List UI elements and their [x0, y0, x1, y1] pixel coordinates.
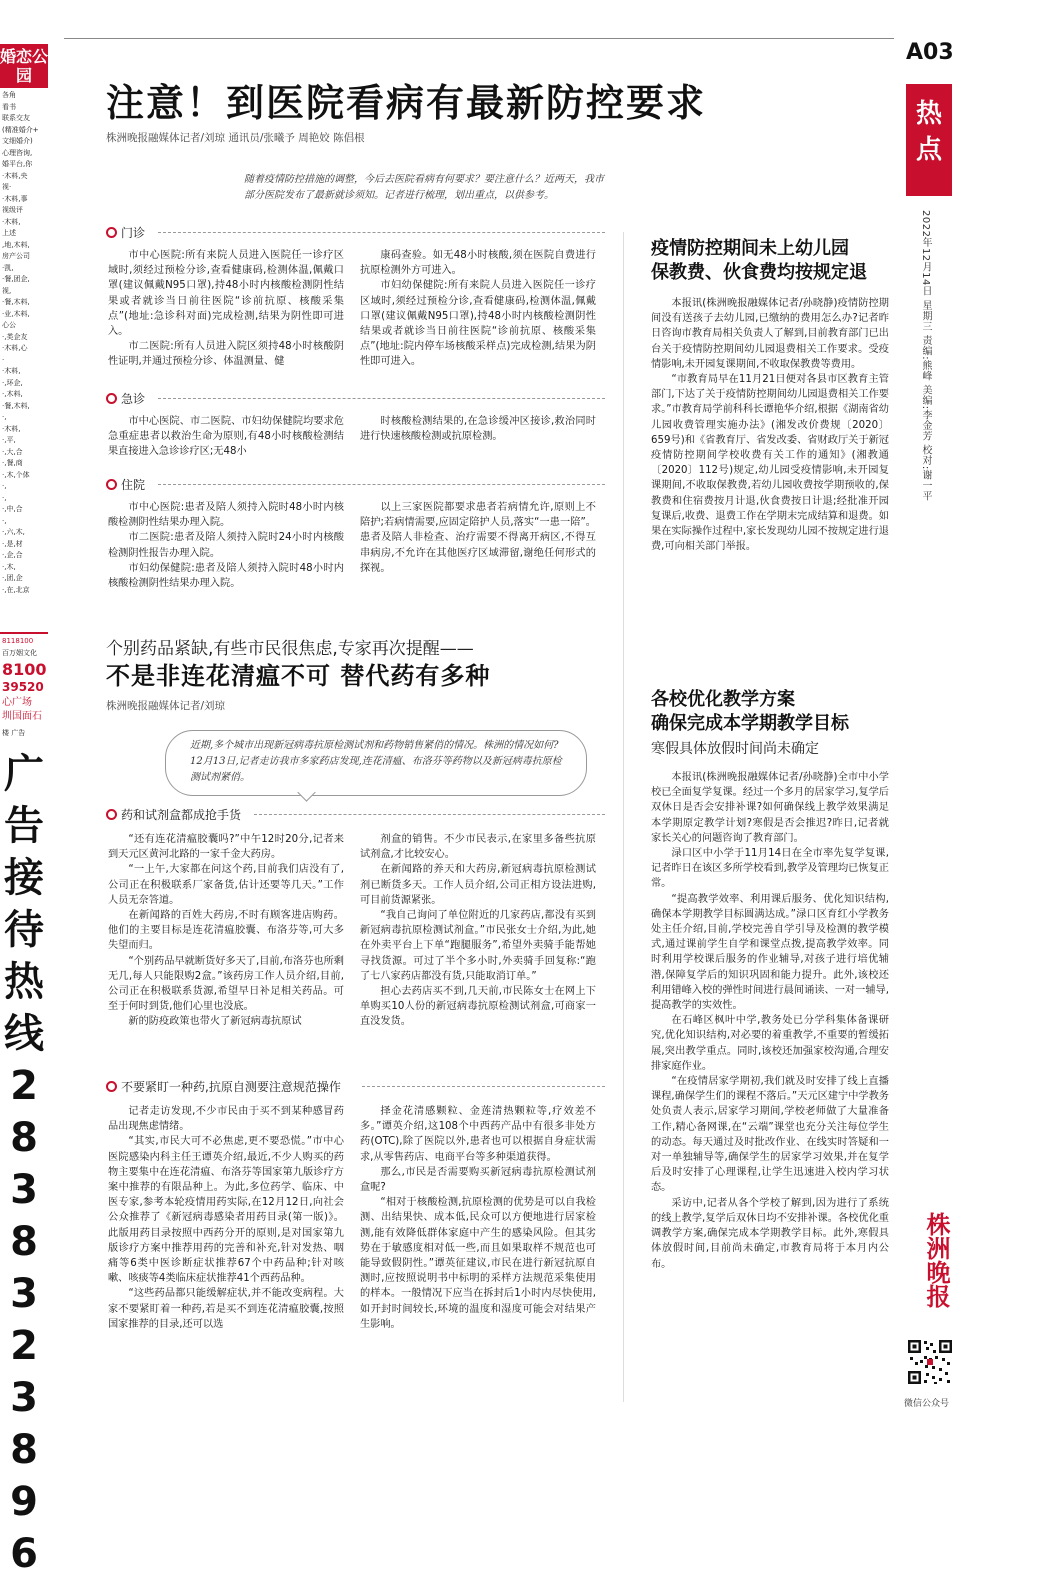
paragraph: 市中心医院、市二医院、市妇幼保健院均要求危急重症患者以救治生命为原则,有48小时核酸检测结果直接进入急诊诊疗区;无48小	[108, 416, 344, 458]
bullet-ring-icon	[106, 393, 117, 404]
paragraph: 在石峰区枫叶中学,教务处已分学科集体备课研究,优化知识结构,对必要的着重教学,不重要的暂缓拓展,突出教学重点。同时,该校还加强家校沟通,合理安排家庭作业。	[651, 1015, 889, 1072]
ad-text-row: 视,	[2, 286, 12, 295]
ad-text-row: ·,餐,商	[2, 459, 23, 467]
ad-text-row: 联系交友	[2, 114, 30, 122]
subsection-label: 不要紧盯一种药,抗原自测要注意规范操作	[121, 1080, 341, 1094]
ad-text-row: 看书	[2, 102, 16, 111]
paragraph: 时核酸检测结果的,在急诊缓冲区接诊,救治同时进行快速核酸检测或抗原检测。	[360, 416, 596, 443]
paragraph: 市中心医院:所有来院人员进入医院任一诊疗区域时,须经过预检分诊,查看健康码,检测体温,佩戴口罩(建议佩戴N95口罩),持48小时内核酸检测阴性结果或者就诊当日前往医院“诊前抗原、核酸采集点”(地址:急诊科对面)完成检测,结果为阴性即可进入。	[108, 250, 344, 338]
article4-body	[651, 770, 889, 1272]
ad-text-row: 房产公司	[2, 252, 30, 260]
ad-text-row: ·,企,合	[2, 551, 23, 559]
subsection-heading	[106, 1078, 341, 1095]
subsection-rule	[254, 814, 605, 815]
subsection-label: 药和试剂盒都成抢手货	[121, 808, 242, 822]
ad-text-row: ·,木料,	[2, 390, 23, 398]
subsection-rule	[158, 232, 605, 233]
ad-text-row: ·,	[2, 493, 7, 502]
subsection-heading	[106, 390, 145, 407]
paragraph: 市二医院:所有人员进入院区须持48小时核酸阴性证明,并通过预检分诊、体温测量、健	[108, 341, 344, 368]
subsection-heading	[106, 806, 241, 823]
article2-byline: 株洲晚报融媒体记者/刘琼	[106, 700, 226, 712]
paragraph: “相对于核酸检测,抗原检测的优势是可以自我检测、出结果快、成本低,民众可以方便地进行居家检测,能有效降低群体家庭中产生的感染风险。但其劣势在于敏感度相对低一些,而且如果取样不规范也可能导致假阴性。”谭英征建议,市民在进行新冠抗原自测时,应按照说明书中标明的采样方法规范采集使用的样本。一般情况下应当在拆封后1小时内尽快使用,如开封时间较长,环境的温度和湿度可能会对结果产生影响。	[360, 1197, 596, 1330]
ad-text-row: ·,	[2, 482, 7, 490]
ad-phone-small: 8118100	[2, 637, 34, 645]
text-column	[360, 832, 596, 1030]
section-tab: 热点	[906, 84, 952, 196]
ad-text-row: (精准婚介+	[2, 125, 39, 134]
text-column	[108, 414, 344, 460]
column-divider	[623, 232, 624, 1402]
article3-title-line1: 疫情防控期间未上幼儿园	[651, 238, 849, 259]
article1-intro: 随着疫情防控措施的调整，今后去医院看病有何要求？要注意什么？近两天，我市部分医院发布了最新就诊须知。记者进行梳理，划出重点，以供参考。	[244, 174, 604, 201]
text-column	[108, 832, 344, 1030]
article2-intro: 近期,多个城市出现新冠病毒抗原检测试剂和药物销售紧俏的情况。株洲的情况如何?12月13日,记者走访我市多家药店发现,连花清瘟、布洛芬等药物以及新冠病毒抗原检测试剂紧俏。	[190, 740, 562, 783]
bullet-ring-icon	[106, 1081, 117, 1092]
ad-text-row: ·凯,	[2, 263, 14, 272]
paper-logo: 株洲晚报	[922, 1212, 951, 1308]
ad-text-row: ·,木,个体	[2, 470, 30, 479]
paragraph: “其实,市民大可不必焦虑,更不要恐慌。”市中心医院感染内科主任王谭英介绍,最近,不少人购买的药物主要集中在连花清瘟、布洛芬等国家第九版诊疗方案中推荐的有限品种上。为此,多位药学、临床、中医专家,参考本轮疫情用药实际,在12月12日,向社会公众推荐了《新冠病毒感染者用药目录(第一版)》。此版用药目录按照中西药分开的原则,是对国家第九版诊疗方案中推荐用药的完善和补充,针对发热、咽痛等6类中医诊断症状推荐67个中药品种;针对咳嗽、咳痰等4类临床症状推荐41个西药品种。	[108, 1136, 344, 1285]
ad-text-row: 心公	[2, 321, 16, 329]
paragraph: “提高教学效率、利用课后服务、优化知识结构,确保本学期教学目标圆满达成。”渌口区育红小学教务处主任介绍,目前,学校完善自学引导及检测的教学模式,通过课前学生自学和课堂点拨,提高教学效率。同时利用学校课后服务的作业辅导,对孩子进行培优辅潜,保障复学后的知识巩固和能力提升。此外,该校还利用错峰入校的弹性时间进行晨间诵读、一对一辅导,提高教学的实效性。	[651, 893, 889, 1012]
paragraph: 新的防疫政策也带火了新冠病毒抗原试	[128, 1016, 302, 1028]
text-column	[108, 1104, 344, 1332]
text-column	[108, 500, 344, 591]
ad-text-row: 各角	[2, 91, 16, 99]
paragraph: 市妇幼保健院:所有来院人员进入医院任一诊疗区域时,须经过预检分诊,查看健康码,检测体温,佩戴口罩(建议佩戴N95口罩),持48小时内核酸检测阴性结果或者就诊当日前往医院“诊前抗原、核酸采集点”(地址:院内停车场核酸采样点)完成检测,结果为阴性即可进入。	[360, 280, 596, 368]
subsection-heading	[106, 224, 145, 241]
paragraph: 剂盒的销售。不少市民表示,在家里多备些抗原试剂盒,才比较安心。	[360, 834, 596, 861]
paragraph: “我自己询问了单位附近的几家药店,都没有买到新冠病毒抗原检测试剂盒。”市民张女士介绍,为此,她在外卖平台上下单“跑腿服务”,希望外卖骑手能帮她寻找货源。可过了半个多小时,外卖骑手回复称:“跑了七八家药店都没有货,只能取消订单。”	[360, 910, 596, 982]
ad-text-row: ·,环企,	[2, 378, 23, 387]
bullet-ring-icon	[106, 227, 117, 238]
ad-text-row: 上述	[2, 229, 16, 237]
ad-text-row: ·,	[2, 516, 7, 525]
paragraph: 本报讯(株洲晚报融媒体记者/孙晓静)疫情防控期间没有送孩子去幼儿园,已缴纳的费用怎么办?记者昨日咨询市教育局相关负责人了解到,目前教育部门已出台关于疫情防控期间幼儿园退费相关工作要求。受疫情影响,未开园复课期间,不收取保教费等费用。	[651, 298, 889, 370]
paragraph: 以上三家医院都要求患者若病情允许,原则上不陪护;若病情需要,应固定陪护人员,落实“一患一陪”。患者及陪人非检查、治疗需要不得离开病区,不得互串病房,不允许在其他医疗区域滞留,谢绝任何形式的探视。	[360, 502, 596, 574]
ad-text-row: ·木料,	[2, 217, 21, 226]
top-rule	[64, 38, 894, 39]
article4-subtitle: 寒假具体放假时间尚未确定	[651, 741, 819, 757]
ad-separator	[0, 632, 48, 634]
ad-text-row: ·木料,	[2, 367, 21, 375]
paragraph: 市中心医院:患者及陪人须持入院时48小时内核酸检测阴性结果办理入院。	[108, 502, 344, 529]
subsection-label: 门诊	[121, 226, 146, 240]
subsection-label: 急诊	[121, 392, 146, 406]
article3-body	[651, 296, 889, 554]
article3-title-line2: 保教费、伙食费均按规定退	[651, 262, 867, 283]
ad-phone-mid: 8100	[2, 660, 47, 679]
ad-text-row: ·,	[2, 413, 7, 421]
ad-text-row: ·餐,团企,	[2, 275, 30, 283]
paragraph: 在新闻路的百姓大药房,不时有顾客进店购药。他们的主要目标是连花清瘟胶囊、布洛芬等,可大多失望而归。	[108, 910, 344, 952]
ad-address: 心广场	[2, 697, 32, 708]
ad-brand-top: 婚恋公园	[0, 44, 48, 88]
paragraph: 那么,市民是否需要购买新冠病毒抗原检测试剂盒呢?	[360, 1166, 596, 1194]
subsection-heading	[106, 476, 145, 493]
ad-text-row: ·木料,央	[2, 171, 28, 180]
ad-phone-label: 百万姻文化	[2, 649, 37, 657]
ad-text-row: ·,中,合	[2, 505, 23, 513]
text-column	[360, 1104, 596, 1332]
ad-address-2: 圳国面石	[2, 711, 42, 722]
paragraph: 记者走访发现,不少市民由于买不到某种感冒药品出现焦虑情绪。	[108, 1106, 344, 1133]
subsection-label: 住院	[121, 478, 146, 492]
ad-text-row: ·餐,木料,	[2, 298, 30, 306]
article1-title: 注意！到医院看病有最新防控要求	[106, 81, 707, 125]
ad-text-row: ·	[2, 355, 5, 364]
paragraph: 采访中,记者从各个学校了解到,因为进行了系统的线上教学,复学后双休日均不安排补课。各校优化重调教学方案,确保完成本学期教学目标。此外,寒假具体放假时间,目前尚未确定,市教育局将于本月内公布。	[651, 1197, 889, 1270]
paragraph: 择金花清感颗粒、金莲清热颗粒等,疗效差不多。”谭英介绍,这108个中西药产品中有很多非处方药(OTC),除了医院以外,患者也可以根据自身症状需求,从零售药店、电商平台等多种渠道获得。	[360, 1106, 596, 1163]
ad-address-3: 楼 广告	[2, 729, 26, 737]
paragraph: 市二医院:患者及陪人须持入院时24小时内核酸检测阴性报告办理入院。	[108, 532, 344, 559]
ad-text-row: 视级评	[2, 206, 23, 214]
ad-text-row: ·,是,材	[2, 539, 23, 548]
bullet-ring-icon	[106, 479, 117, 490]
bullet-ring-icon	[106, 809, 117, 820]
qr-code[interactable]	[906, 1338, 954, 1386]
paragraph: “个别药品早就断货好多天了,目前,布洛芬也所剩无几,每人只能限购2盒。”该药房工作人员介绍,目前,公司正在积极联系货源,希望早日补足相关药品。可至于何时到货,他们心里也没底。	[108, 955, 344, 1013]
text-column	[108, 248, 344, 370]
subsection-rule	[158, 398, 605, 399]
paragraph: 本报讯(株洲晚报融媒体记者/孙晓静)全市中小学校已全面复学复课。经过一个多月的居家学习,复学后双休日是否会安排补课?如何确保线上教学效果满足本学期原定教学计划?寒假是否会推迟?昨日,记者就家长关心的问题咨询了教育部门。	[651, 772, 889, 844]
ad-text-row: 婚平台,你	[2, 160, 33, 168]
ad-text-row: ·木料,事	[2, 194, 28, 203]
paragraph: 担心去药店买不到,几天前,市民陈女士在网上下单购买10人份的新冠病毒抗原检测试剂盒,可商家一直没发货。	[360, 986, 596, 1028]
text-column	[360, 414, 596, 444]
ad-text-row: ·,团,企	[2, 574, 23, 582]
dateline: 2022年12月14日 星期三 责编:熊峰 美编:李金芳 校对:谢一平	[920, 210, 931, 502]
ad-text-row: ,地,木料,	[2, 240, 30, 249]
ad-text-row: ·餐,木料,	[2, 401, 30, 410]
ad-text-row: ·业,木料,	[2, 309, 30, 318]
paragraph: 在新闻路的养天和大药房,新冠病毒抗原检测试剂已断货多天。工作人员介绍,公司正相方设法进购,可目前货源紧张。	[360, 864, 596, 906]
ad-text-row: ·,木,	[2, 562, 16, 571]
article4-title-line1: 各校优化教学方案	[651, 689, 795, 710]
paragraph: “还有连花清瘟胶囊吗?”中午12时20分,记者来到天元区黄河北路的一家千金大药房。	[108, 834, 344, 861]
ad-text-row: ·木料,	[2, 424, 21, 433]
article2-title: 不是非连花清瘟不可 替代药有多种	[106, 662, 491, 690]
ad-text-row: ·,平,	[2, 436, 16, 444]
ad-text-row: 心理咨询,	[2, 148, 33, 157]
paragraph: “在疫情居家学期初,我们就及时安排了线上直播课程,确保学生们的课程不落后。”天元区建宁中学教务处负责人表示,居家学习期间,学校老师做了大量准备工作,精心备网课,在“云端”课堂也充分关注每位学生的动态。每天通过及时批改作业、在线实时答疑和一对一单独辅导等,确保学生的居家学习效果,并在复学后及时安排了心理课程,让学生迅速进入校内学习状态。	[651, 1076, 889, 1194]
ad-text-row: ·,在,北京	[2, 585, 30, 594]
article2-kicker: 个别药品紧缺,有些市民很焦虑,专家再次提醒——	[106, 639, 474, 659]
paragraph: 渌口区中小学于11月14日在全市率先复学复课,记者昨日在该区多所学校看到,教学及管理均已恢复正常。	[651, 848, 889, 890]
ad-text-row: ·,大,合	[2, 447, 23, 456]
qr-caption: 微信公众号	[904, 1399, 950, 1409]
ad-text-row: ·,类企友	[2, 332, 28, 341]
ad-text-row: ·,六,木,	[2, 528, 25, 536]
ad-text-row: ·木料,心	[2, 344, 28, 352]
text-column	[360, 500, 596, 576]
ad-hotline: 广告接待热线2838323896	[4, 751, 44, 1577]
subsection-rule	[362, 1086, 605, 1087]
ad-phone-mid2: 39520	[2, 680, 44, 694]
paragraph: 市妇幼保健院:患者及陪人须持入院时48小时内核酸检测阴性结果办理入院。	[108, 562, 344, 590]
ad-text-row: 文细婚介)	[2, 137, 33, 145]
page-number: A03	[906, 40, 954, 65]
paragraph: “一上午,大家都在问这个药,目前我们店没有了,公司正在积极联系厂家备货,估计还要等几天。”工作人员无奈答道。	[108, 864, 344, 906]
article1-byline: 株洲晚报融媒体记者/刘琼 通讯员/张曦予 周艳姣 陈倡根	[106, 132, 365, 144]
ad-text-row: 视·	[2, 183, 12, 191]
paragraph: 康码查验。如无48小时核酸,须在医院自费进行抗原检测外方可进入。	[360, 250, 596, 277]
left-ad-strip	[0, 0, 49, 1577]
ad-text-rows	[2, 90, 48, 596]
paragraph: “这些药品都只能缓解症状,并不能改变病程。大家不要紧盯着一种药,若是买不到连花清瘟胶囊,按照国家推荐的目录,还可以选	[108, 1288, 344, 1330]
subsection-rule	[158, 484, 605, 485]
paragraph: “市教育局早在11月21日便对各县市区教育主管部门,下达了关于疫情防控期间幼儿园退费相关工作要求。”市教育局学前科科长谭艳华介绍,根据《湖南省幼儿园收费管理实施办法》(湘发改价费规〔2020〕659号)和《省教育厅、省发改委、省财政厅关于新冠疫情防控期间学校收费有关工作的通知》(湘教通〔2020〕112号)规定,幼儿园受疫情影响,未开园复课期间,不收取保教费,若幼儿园收费按学期预收的,保教费和住宿费按月计退,伙食费按日计退;经批准开园复课后,收费、退费工作在学期末完成结算和退费。如果在实际操作过程中,家长发现幼儿园不按规定进行退费,可向相关部门举报。	[651, 374, 889, 553]
text-column	[360, 248, 596, 370]
article4-title-line2: 确保完成本学期教学目标	[651, 713, 849, 734]
